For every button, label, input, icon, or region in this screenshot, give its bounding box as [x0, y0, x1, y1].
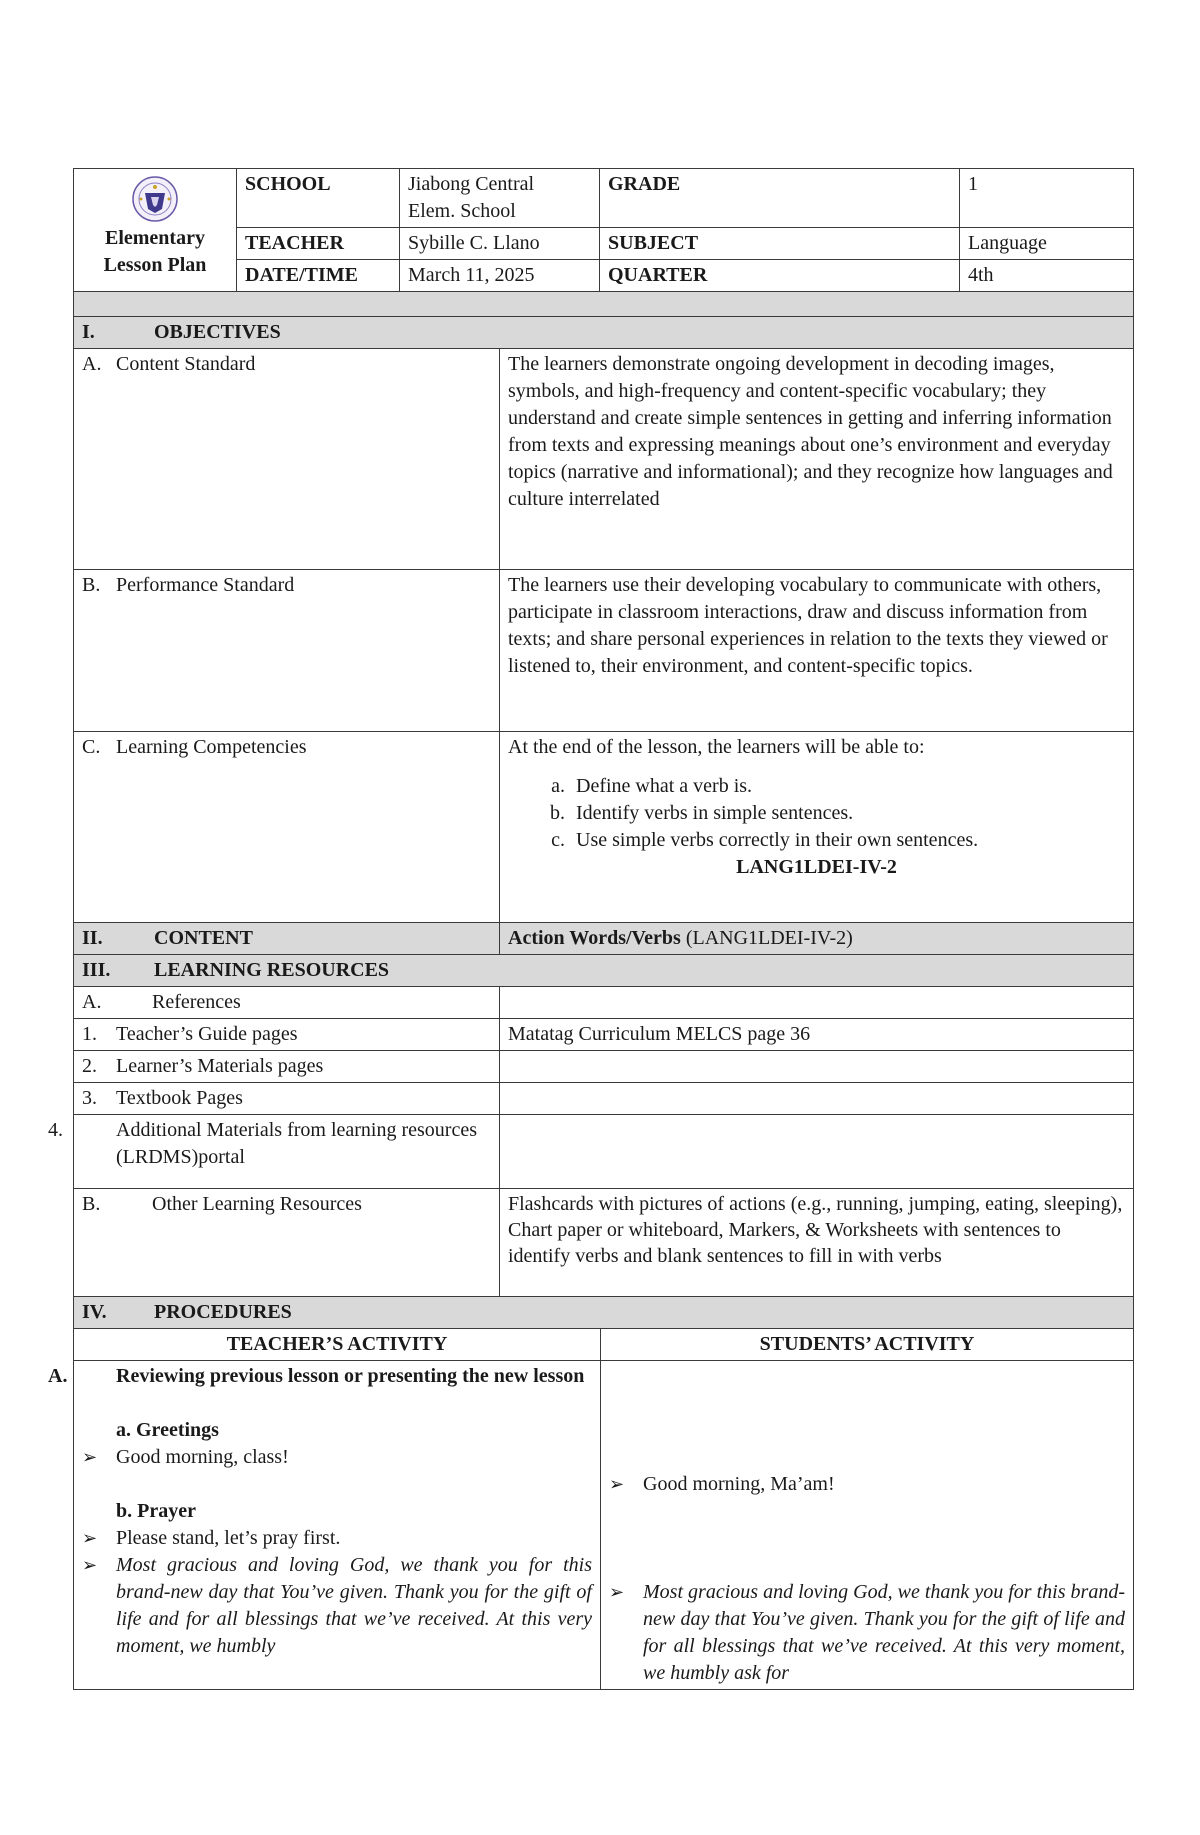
competencies-row	[74, 732, 1134, 923]
performance-standard-label: Performance Standard	[116, 574, 295, 596]
header-table	[73, 168, 1134, 292]
plan-label-cell	[74, 169, 237, 292]
subject-value: Language	[960, 228, 1134, 260]
subject-label: SUBJECT	[600, 228, 960, 260]
resource-num: 2.	[82, 1055, 97, 1077]
objectives-table	[48, 291, 1134, 1329]
references-letter: A.	[82, 991, 102, 1013]
teacher-activity-header: TEACHER’S ACTIVITY	[74, 1329, 601, 1361]
resource-row	[74, 1083, 1134, 1115]
datetime-label: DATE/TIME	[237, 260, 400, 292]
content-heading-row	[74, 923, 1134, 955]
school-value	[400, 169, 600, 228]
teacher-value: Sybille C. Llano	[400, 228, 600, 260]
procedures-body-row	[74, 1361, 1134, 1690]
student-greeting: Good morning, Ma’am!	[643, 1473, 835, 1495]
grade-value: 1	[960, 169, 1134, 228]
other-resources-letter: B.	[82, 1193, 101, 1215]
performance-standard-letter: B.	[82, 574, 101, 596]
school-value-line1: Jiabong Central	[408, 173, 535, 195]
step-letter: A.	[48, 1365, 68, 1387]
other-resources-text: Flashcards with pictures of actions (e.g., running, jumping, eating, sleeping), Chart paper or whiteboard, Markers, & Worksheets with sentences to identify verbs and blank sentences to fill in with verbs	[500, 1189, 1134, 1297]
teacher-prayer-text: Most gracious and loving God, we thank you for this brand-new day that You’ve given. Thank you for the gift of life and for all blessings that we’ve received. At this very moment, we humbly	[116, 1554, 592, 1657]
competency-item: b. Identify verbs in simple sentences.	[570, 800, 1125, 827]
resource-label: Learner’s Materials pages	[116, 1055, 324, 1077]
content-standard-row	[74, 349, 1134, 570]
resource-num: 3.	[82, 1087, 97, 1109]
arrow-bullet-icon: ➢	[82, 1528, 98, 1548]
school-label: SCHOOL	[237, 169, 400, 228]
resources-heading-row	[74, 955, 1134, 987]
objectives-heading-row	[74, 317, 1134, 349]
resource-row	[74, 1051, 1134, 1083]
content-standard-letter: A.	[82, 353, 102, 375]
resource-value	[500, 1051, 1134, 1083]
other-resources-row	[74, 1189, 1134, 1297]
competencies-letter: C.	[82, 736, 101, 758]
references-label: References	[152, 991, 241, 1013]
procedures-numeral: IV.	[82, 1301, 107, 1323]
resource-label: Additional Materials from learning resources (LRDMS)portal	[116, 1119, 477, 1168]
quarter-value: 4th	[960, 260, 1134, 292]
lesson-plan-page	[48, 168, 1133, 1690]
arrow-bullet-icon: ➢	[609, 1474, 625, 1494]
plan-label-line2: Lesson Plan	[103, 254, 207, 276]
other-resources-label: Other Learning Resources	[152, 1193, 362, 1215]
teacher-greeting: Good morning, class!	[116, 1446, 289, 1468]
arrow-bullet-icon: ➢	[82, 1447, 98, 1467]
competencies-list	[508, 773, 1125, 854]
competency-code: LANG1LDEI-IV-2	[736, 856, 897, 878]
student-prayer-text: Most gracious and loving God, we thank you for this brand-new day that You’ve given. Thank you for the gift of life and for all blessings that we’ve received. At this very moment, we humbly ask for	[643, 1581, 1125, 1684]
procedures-title: PROCEDURES	[154, 1301, 292, 1323]
content-standard-text: The learners demonstrate ongoing development in decoding images, symbols, and high-frequency and content-specific vocabulary; they understand and create simple sentences in getting and inferring information from texts and expressing meanings about one’s environment and everyday topics (narrative and informational); and they recognize how languages and culture interrelated	[500, 349, 1134, 570]
competency-item: a. Define what a verb is.	[570, 773, 1125, 800]
quarter-label: QUARTER	[600, 260, 960, 292]
procedures-table	[48, 1328, 1134, 1690]
students-activity-header: STUDENTS’ ACTIVITY	[601, 1329, 1134, 1361]
teacher-activity-cell	[48, 1361, 601, 1690]
content-topic-code: (LANG1LDEI-IV-2)	[685, 927, 853, 949]
resource-value: Matatag Curriculum MELCS page 36	[500, 1019, 1134, 1051]
content-topic: Action Words/Verbs	[508, 927, 681, 949]
students-activity-cell	[601, 1361, 1134, 1690]
content-standard-label: Content Standard	[116, 353, 256, 375]
teacher-label: TEACHER	[237, 228, 400, 260]
objectives-title: OBJECTIVES	[154, 321, 281, 343]
resource-num: 4.	[48, 1119, 63, 1141]
resource-row	[74, 1115, 1134, 1189]
grade-label: GRADE	[600, 169, 960, 228]
competencies-intro: At the end of the lesson, the learners will be able to:	[508, 736, 925, 758]
arrow-bullet-icon: ➢	[609, 1582, 625, 1602]
resource-row	[74, 1019, 1134, 1051]
resource-num: 1.	[82, 1023, 97, 1045]
content-numeral: II.	[82, 927, 103, 949]
school-value-line2: Elem. School	[408, 200, 516, 222]
teacher-prayer-instruction: Please stand, let’s pray first.	[116, 1527, 341, 1549]
resource-label: Textbook Pages	[116, 1087, 243, 1109]
procedures-heading-row	[74, 1297, 1134, 1329]
references-row	[74, 987, 1134, 1019]
competencies-label: Learning Competencies	[116, 736, 307, 758]
spacer-row	[74, 292, 1134, 317]
resources-numeral: III.	[82, 959, 111, 981]
resource-value	[500, 1115, 1134, 1189]
step-title: Reviewing previous lesson or presenting the new lesson	[116, 1365, 585, 1387]
competency-item: c. Use simple verbs correctly in their own sentences.	[570, 827, 1125, 854]
performance-standard-text: The learners use their developing vocabulary to communicate with others, participate in classroom interactions, draw and discuss information from texts; and share personal experiences in relation to the texts they viewed or listened to, their environment, and content-specific topics.	[500, 570, 1134, 732]
resource-value	[500, 1083, 1134, 1115]
performance-standard-row	[74, 570, 1134, 732]
resource-label: Teacher’s Guide pages	[116, 1023, 298, 1045]
procedures-column-headers	[74, 1329, 1134, 1361]
resources-title: LEARNING RESOURCES	[154, 959, 390, 981]
objectives-numeral: I.	[82, 321, 95, 343]
arrow-bullet-icon: ➢	[82, 1555, 98, 1575]
plan-label-line1: Elementary	[105, 227, 205, 249]
deped-seal-icon	[131, 175, 179, 223]
datetime-value: March 11, 2025	[400, 260, 600, 292]
greetings-heading: a. Greetings	[116, 1419, 219, 1441]
prayer-heading: b. Prayer	[116, 1500, 196, 1522]
content-title: CONTENT	[154, 927, 253, 949]
